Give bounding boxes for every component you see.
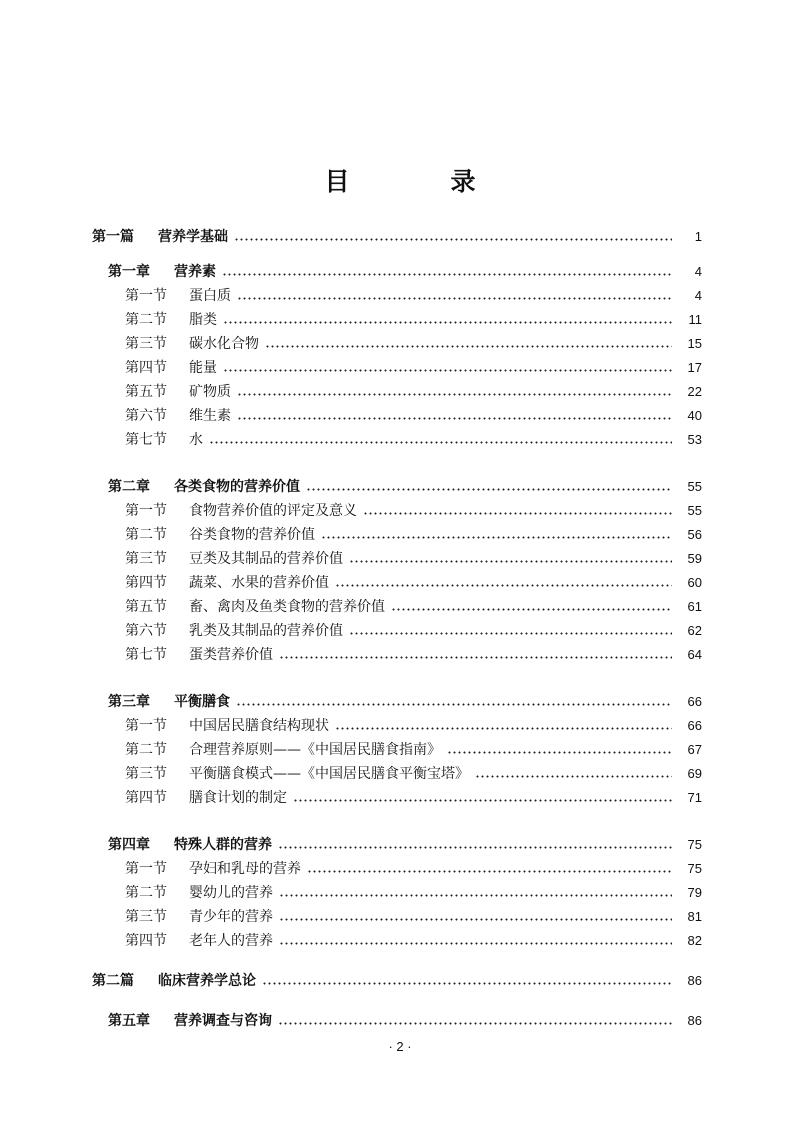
page-title: 目 录 (324, 167, 514, 196)
toc-section-entry[interactable] (125, 522, 702, 544)
toc-entry-page: 55 (687, 503, 702, 518)
toc-entry-title: 蔬菜、水果的营养价值 (189, 575, 329, 591)
toc-entry-number: 第二节 (125, 885, 167, 901)
toc-entry-page: 62 (687, 623, 702, 638)
toc-entry-number: 第四节 (125, 790, 167, 806)
toc-entry-number: 第二篇 (92, 973, 134, 989)
toc-section-entry[interactable] (125, 880, 702, 902)
toc-entry-title: 营养学基础 (158, 229, 228, 245)
toc-entry-title: 脂类 (189, 312, 217, 328)
dot-leader (209, 441, 672, 444)
dot-leader (278, 1022, 672, 1025)
dot-leader (265, 345, 672, 348)
dot-leader (349, 632, 672, 635)
toc-section-entry[interactable] (125, 737, 702, 759)
toc-entry-page: 71 (687, 790, 702, 805)
toc-entry-number: 第一节 (125, 288, 167, 304)
dot-leader (349, 560, 672, 563)
toc-entry-number: 第一章 (108, 264, 150, 280)
toc-entry-number: 第三节 (125, 909, 167, 925)
toc-entry-page: 86 (687, 973, 702, 988)
toc-entry-number: 第三节 (125, 336, 167, 352)
toc-entry-page: 86 (687, 1013, 702, 1028)
toc-entry-title: 乳类及其制品的营养价值 (189, 623, 343, 639)
toc-entry-page: 75 (687, 837, 702, 852)
toc-entry-title: 老年人的营养 (189, 933, 273, 949)
dot-leader (262, 982, 672, 985)
toc-entry-title: 营养调查与咨询 (174, 1013, 272, 1029)
toc-section-entry[interactable] (125, 283, 702, 305)
toc-entry-number: 第五章 (108, 1013, 150, 1029)
dot-leader (279, 942, 672, 945)
toc-entry-number: 第一节 (125, 718, 167, 734)
toc-entry-title: 孕妇和乳母的营养 (189, 861, 301, 877)
dot-leader (236, 703, 672, 706)
toc-entry-page: 82 (687, 933, 702, 948)
dot-leader (237, 297, 672, 300)
toc-section-entry[interactable] (125, 331, 702, 353)
toc-section-entry[interactable] (125, 355, 702, 377)
toc-entry-number: 第七节 (125, 432, 167, 448)
dot-leader (391, 608, 672, 611)
toc-entry-title: 矿物质 (189, 384, 231, 400)
toc-entry-page: 79 (687, 885, 702, 900)
toc-part-entry[interactable] (92, 224, 702, 246)
dot-leader (223, 321, 672, 324)
toc-entry-page: 4 (694, 264, 702, 279)
toc-entry-title: 平衡膳食 (174, 694, 230, 710)
toc-entry-page: 4 (694, 288, 702, 303)
toc-section-entry[interactable] (125, 307, 702, 329)
toc-entry-title: 中国居民膳食结构现状 (189, 718, 329, 734)
toc-section-entry[interactable] (125, 785, 702, 807)
toc-entry-page: 59 (687, 551, 702, 566)
dot-leader (279, 918, 672, 921)
toc-entry-number: 第四节 (125, 933, 167, 949)
toc-entry-page: 60 (687, 575, 702, 590)
toc-entry-title: 食物营养价值的评定及意义 (189, 503, 357, 519)
toc-entry-title: 平衡膳食模式——《中国居民膳食平衡宝塔》 (189, 766, 469, 782)
toc-entry-page: 69 (687, 766, 702, 781)
toc-section-entry[interactable] (125, 379, 702, 401)
dot-leader (293, 799, 672, 802)
toc-entry-page: 1 (694, 229, 702, 244)
toc-entry-number: 第三节 (125, 551, 167, 567)
toc-entry-title: 畜、禽肉及鱼类食物的营养价值 (189, 599, 385, 615)
toc-entry-number: 第六节 (125, 623, 167, 639)
dot-leader (363, 512, 672, 515)
toc-chapter-entry[interactable] (108, 1008, 702, 1030)
toc-entry-title: 合理营养原则——《中国居民膳食指南》 (189, 742, 441, 758)
toc-entry-title: 豆类及其制品的营养价值 (189, 551, 343, 567)
toc-entry-page: 55 (687, 479, 702, 494)
toc-entry-title: 谷类食物的营养价值 (189, 527, 315, 543)
toc-section-entry[interactable] (125, 642, 702, 664)
toc-section-entry[interactable] (125, 570, 702, 592)
toc-entry-number: 第三章 (108, 694, 150, 710)
dot-leader (447, 751, 672, 754)
toc-entry-page: 66 (687, 718, 702, 733)
dot-leader (237, 393, 672, 396)
toc-section-entry[interactable] (125, 427, 702, 449)
dot-leader (279, 894, 672, 897)
dot-leader (237, 417, 672, 420)
toc-section-entry[interactable] (125, 403, 702, 425)
toc-entry-title: 各类食物的营养价值 (174, 479, 300, 495)
toc-section-entry[interactable] (125, 761, 702, 783)
toc-entry-number: 第二节 (125, 742, 167, 758)
toc-entry-title: 水 (189, 432, 203, 448)
toc-entry-number: 第二章 (108, 479, 150, 495)
toc-section-entry[interactable] (125, 904, 702, 926)
toc-chapter-entry[interactable] (108, 259, 702, 281)
toc-entry-title: 婴幼儿的营养 (189, 885, 273, 901)
toc-entry-page: 66 (687, 694, 702, 709)
toc-entry-number: 第五节 (125, 599, 167, 615)
dot-leader (475, 775, 672, 778)
toc-entry-title: 蛋白质 (189, 288, 231, 304)
toc-section-entry[interactable] (125, 713, 702, 735)
toc-entry-page: 81 (687, 909, 702, 924)
toc-section-entry[interactable] (125, 618, 702, 640)
toc-section-entry[interactable] (125, 928, 702, 950)
toc-entry-number: 第一节 (125, 503, 167, 519)
toc-section-entry[interactable] (125, 594, 702, 616)
toc-entry-number: 第四节 (125, 360, 167, 376)
toc-chapter-entry[interactable] (108, 689, 702, 711)
toc-entry-title: 临床营养学总论 (158, 973, 256, 989)
toc-entry-title: 能量 (189, 360, 217, 376)
toc-entry-number: 第三节 (125, 766, 167, 782)
toc-entry-number: 第二节 (125, 527, 167, 543)
toc-entry-page: 53 (687, 432, 702, 447)
toc-part-entry[interactable] (92, 968, 702, 990)
toc-entry-number: 第二节 (125, 312, 167, 328)
dot-leader (223, 369, 672, 372)
dot-leader (321, 536, 672, 539)
toc-chapter-entry[interactable] (108, 832, 702, 854)
toc-chapter-entry[interactable] (108, 474, 702, 496)
toc-entry-page: 40 (687, 408, 702, 423)
toc-entry-page: 56 (687, 527, 702, 542)
toc-entry-title: 维生素 (189, 408, 231, 424)
toc-entry-page: 15 (687, 336, 702, 351)
toc-entry-title: 营养素 (174, 264, 216, 280)
toc-section-entry[interactable] (125, 498, 702, 520)
dot-leader (335, 584, 672, 587)
toc-entry-page: 75 (687, 861, 702, 876)
dot-leader (234, 238, 672, 241)
toc-entry-number: 第一节 (125, 861, 167, 877)
toc-entry-title: 特殊人群的营养 (174, 837, 272, 853)
dot-leader (222, 273, 672, 276)
toc-section-entry[interactable] (125, 546, 702, 568)
toc-entry-title: 碳水化合物 (189, 336, 259, 352)
dot-leader (335, 727, 672, 730)
dot-leader (307, 870, 672, 873)
dot-leader (278, 846, 672, 849)
toc-entry-number: 第一篇 (92, 229, 134, 245)
toc-entry-number: 第四节 (125, 575, 167, 591)
toc-entry-title: 青少年的营养 (189, 909, 273, 925)
dot-leader (306, 488, 672, 491)
toc-entry-title: 蛋类营养价值 (189, 647, 273, 663)
toc-entry-page: 64 (687, 647, 702, 662)
toc-entry-page: 61 (687, 599, 702, 614)
toc-entry-number: 第五节 (125, 384, 167, 400)
toc-entry-page: 22 (687, 384, 702, 399)
toc-section-entry[interactable] (125, 856, 702, 878)
page-number: · 2 · (388, 1039, 412, 1054)
toc-entry-title: 膳食计划的制定 (189, 790, 287, 806)
toc-entry-page: 17 (687, 360, 702, 375)
toc-entry-number: 第六节 (125, 408, 167, 424)
toc-entry-page: 11 (688, 312, 702, 327)
toc-entry-number: 第七节 (125, 647, 167, 663)
toc-entry-page: 67 (687, 742, 702, 757)
dot-leader (279, 656, 672, 659)
toc-entry-number: 第四章 (108, 837, 150, 853)
